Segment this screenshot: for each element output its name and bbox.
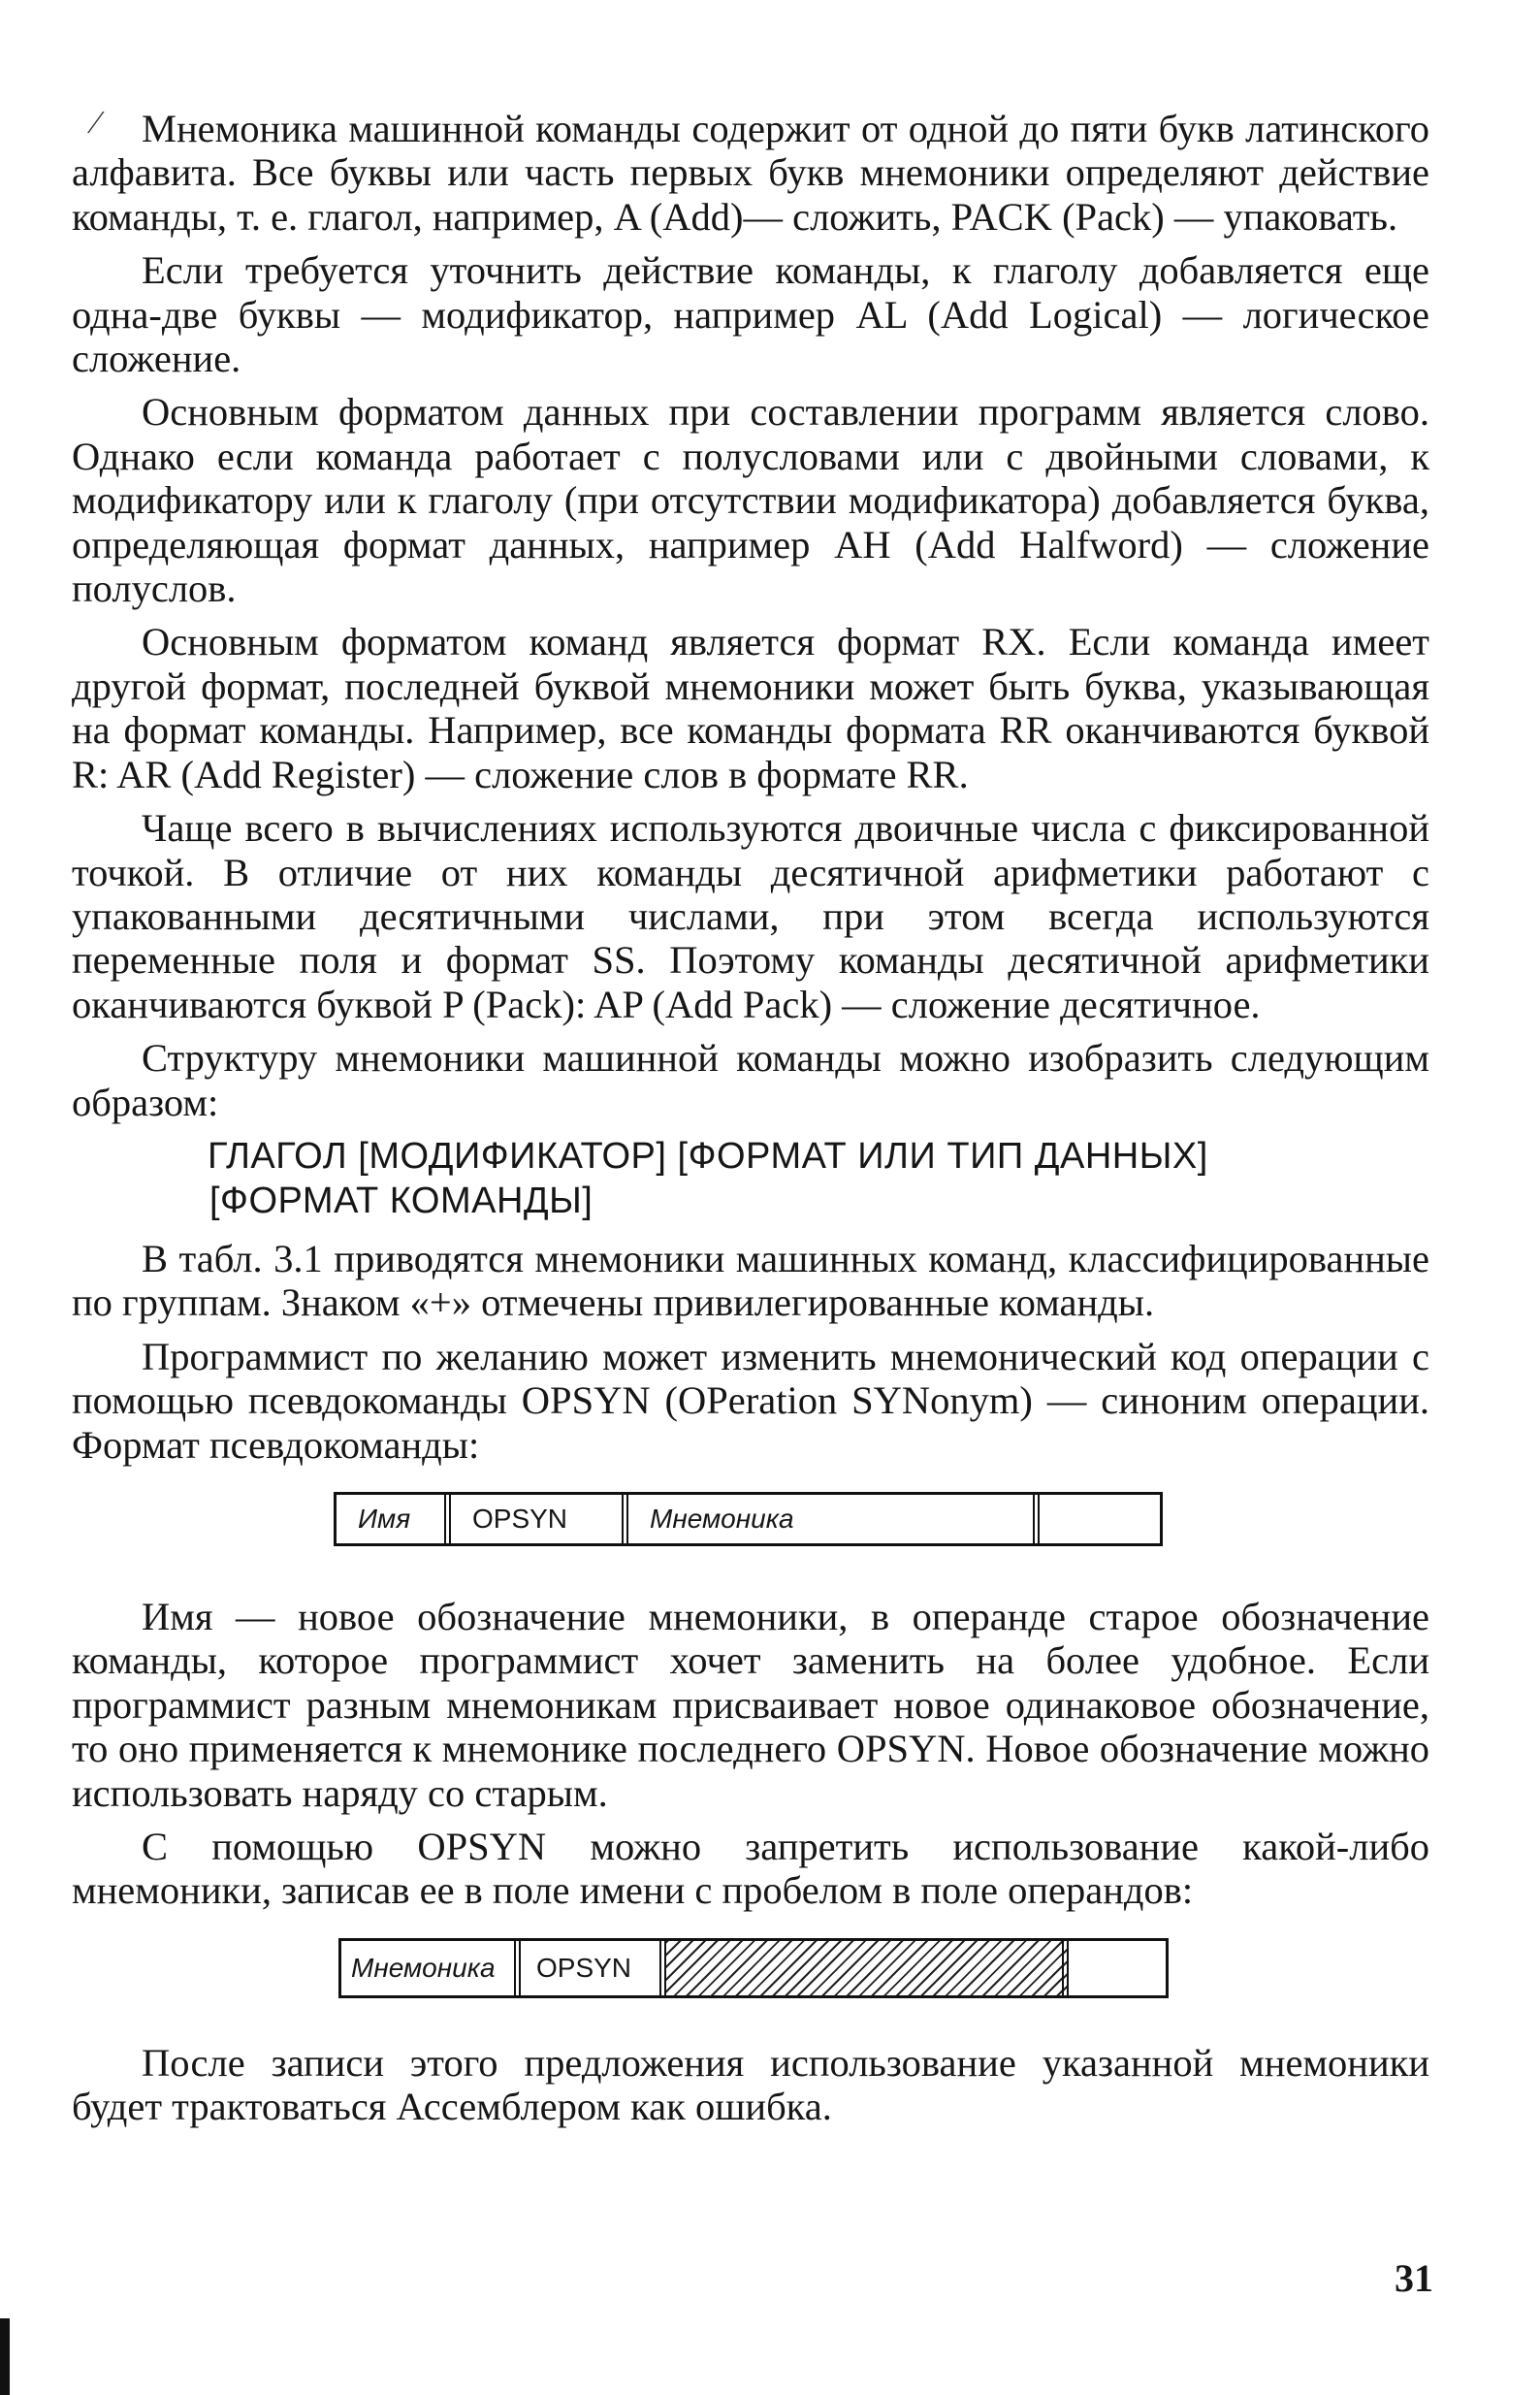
cell-comment-2 [1069, 1941, 1166, 1995]
paragraph-8: Программист по желанию может изменить мнемонический код операции с помощью псевдокоманды OPSYN (OPeration SYNonym) — синоним операции. Формат псевдокоманды: [72, 1334, 1429, 1467]
cell-mnemonic-name: Мнемоника [341, 1941, 521, 1995]
paragraph-2: Если требуется уточнить действие команды, к глаголу добавляется еще одна-две буквы — модификатор, например AL (Add Logical) — логическое сложение. [72, 248, 1429, 381]
opsyn-format-table-wrap [72, 1492, 1429, 1550]
paragraph-1: Мнемоника машинной команды содержит от одной до пяти букв латинского алфавита. Все буквы или часть первых букв мнемоники определяют действие команды, т. е. глагол, например, A (Add)— сложить, PACK (Pack) — упаковать. [72, 107, 1429, 239]
opsyn-disable-table [338, 1938, 1169, 1998]
opsyn-format-table [334, 1492, 1163, 1546]
paragraph-6: Структуру мнемоники машинной команды можно изобразить следующим образом: [72, 1036, 1429, 1124]
cell-opsyn-2: OPSYN [521, 1941, 666, 1995]
cell-operand: Мнемоника [628, 1495, 1040, 1543]
paragraph-7: В табл. 3.1 приводятся мнемоники машинных команд, классифицированные по группам. Знаком «+» отмечены привилегированные команды. [72, 1236, 1429, 1325]
page-number: 31 [1395, 2256, 1433, 2300]
paragraph-5: Чаще всего в вычислениях используются двоичные числа с фиксированной точкой. В отличие от них команды десятичной арифметики работают с упакованными десятичными числами, при этом всегда используются переменные поля и формат SS. Поэтому команды десятичной арифметики оканчиваются буквой P (Pack): AP (Add Pack) — сложение десятичное. [72, 806, 1429, 1026]
paragraph-9: Имя — новое обозначение мнемоники, в операнде старое обозначение команды, которое программист хочет заменить на более удобное. Если программист разным мнемоникам присваивает новое одинаковое обозначение, то оно применяется к мнемонике последнего OPSYN. Новое обозначение можно использовать наряду со старым. [72, 1594, 1429, 1815]
cell-name: Имя [337, 1495, 451, 1543]
mnemonic-structure-formula [72, 1134, 1429, 1223]
paragraph-10: С помощью OPSYN можно запретить использование какой-либо мнемоники, записав ее в поле имени с пробелом в поле операндов: [72, 1825, 1429, 1913]
paragraph-3: Основным форматом данных при составлении программ является слово. Однако если команда работает с полусловами или с двойными словами, к модификатору или к глаголу (при отсутствии модификатора) добавляется буква, определяющая формат данных, например AH (Add Halfword) — сложение полуслов. [72, 390, 1429, 611]
cell-comment [1040, 1495, 1160, 1543]
formula-line-1: ГЛАГОЛ [МОДИФИКАТОР] [ФОРМАТ ИЛИ ТИП ДАННЫХ] [208, 1135, 1208, 1177]
paragraph-11: После записи этого предложения использование указанной мнемоники будет трактоваться Ассемблером как ошибка. [72, 2040, 1429, 2129]
paragraph-4: Основным форматом команд является формат RX. Если команда имеет другой формат, последней буквой мнемоники может быть буква, указывающая на формат команды. Например, все команды формата RR оканчиваются буквой R: AR (Add Register) — сложение слов в формате RR. [72, 620, 1429, 796]
cell-opsyn: OPSYN [451, 1495, 628, 1543]
scan-edge-mark [0, 2318, 10, 2395]
margin-tick-mark: ⁄ [93, 105, 99, 141]
cell-operand-hatched [666, 1941, 1069, 1995]
opsyn-disable-table-wrap [72, 1938, 1429, 1996]
formula-line-2: [ФОРМАТ КОМАНДЫ] [209, 1180, 594, 1221]
page-content [72, 107, 1429, 2139]
